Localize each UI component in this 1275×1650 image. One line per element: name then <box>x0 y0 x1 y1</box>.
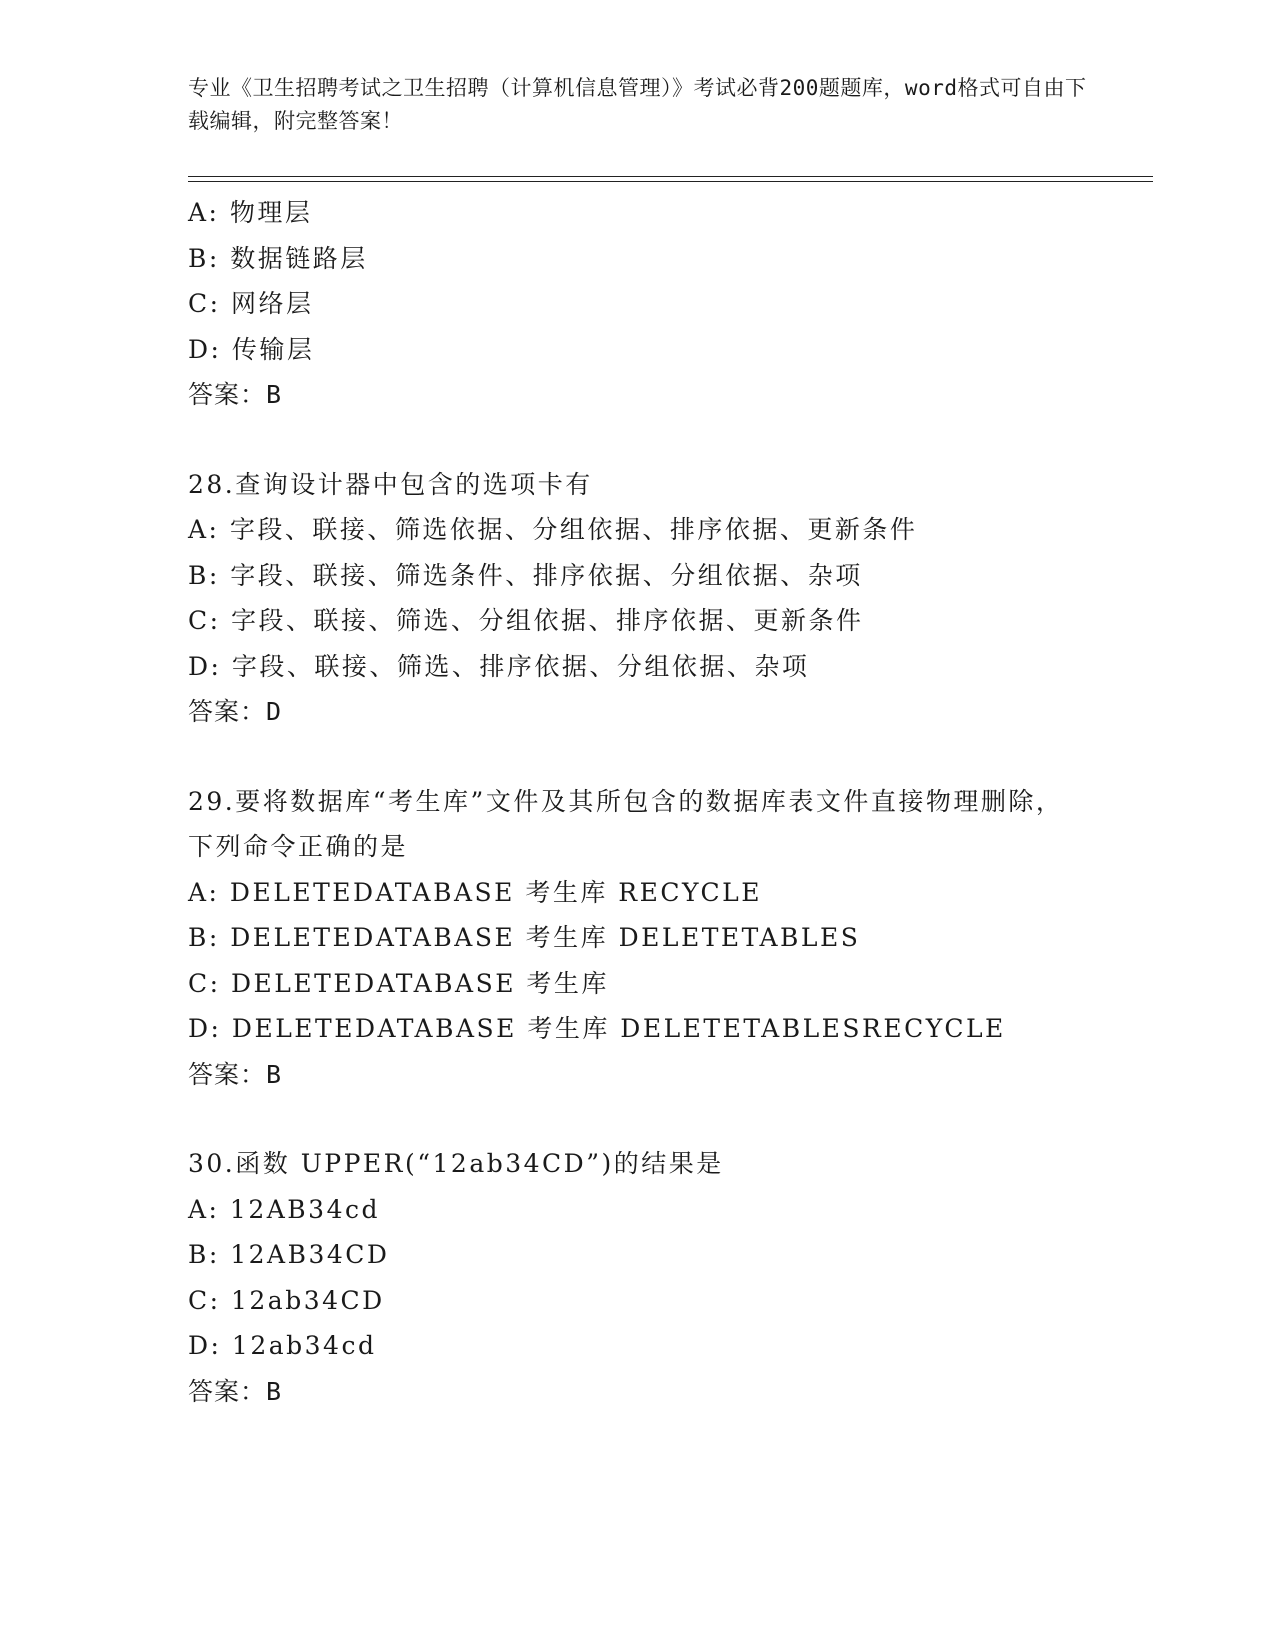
option-d: D: 传输层 <box>188 334 315 364</box>
question-text: 30.函数 UPPER(“12ab34CD”)的结果是 <box>188 1149 724 1178</box>
question-text: 28.查询设计器中包含的选项卡有 <box>188 469 593 499</box>
option-d: D: 字段、联接、筛选、排序依据、分组依据、杂项 <box>188 651 810 681</box>
option-d: D: DELETEDATABASE 考生库 DELETETABLESRECYCLE <box>188 1014 1006 1043</box>
question-block-27 <box>188 190 1088 418</box>
option-a: A: DELETEDATABASE 考生库 RECYCLE <box>188 877 763 907</box>
option-b: B: DELETEDATABASE 考生库 DELETETABLES <box>188 923 861 952</box>
question-block-30 <box>188 1141 1088 1414</box>
option-c: C: 网络层 <box>188 289 314 318</box>
option-a: A: 12AB34cd <box>188 1194 380 1224</box>
answer-line: 答案：D <box>188 697 283 726</box>
option-a: A: 字段、联接、筛选依据、分组依据、排序依据、更新条件 <box>188 515 918 544</box>
option-c: C: 字段、联接、筛选、分组依据、排序依据、更新条件 <box>188 606 864 635</box>
question-block-28 <box>188 462 1088 735</box>
header-rule-bottom <box>188 181 1153 182</box>
answer-line: 答案：B <box>188 380 283 409</box>
question-text: 29.要将数据库“考生库”文件及其所包含的数据库表文件直接物理删除，下列命令正确的是 <box>188 786 1064 861</box>
option-b: B: 数据链路层 <box>188 243 368 273</box>
block-spacer <box>188 1097 1088 1141</box>
document-header: 专业《卫生招聘考试之卫生招聘（计算机信息管理）》考试必背200题题库，word格式可自由下载编辑，附完整答案！ <box>188 76 1087 133</box>
option-c: C: 12ab34CD <box>188 1285 385 1315</box>
header-rule-top <box>188 176 1153 177</box>
option-b: B: 12AB34CD <box>188 1240 390 1269</box>
answer-line: 答案：B <box>188 1376 283 1406</box>
option-a: A: 物理层 <box>188 198 313 227</box>
block-spacer <box>188 418 1088 462</box>
question-content <box>188 190 1088 1414</box>
question-block-29 <box>188 779 1088 1098</box>
option-b: B: 字段、联接、筛选条件、排序依据、分组依据、杂项 <box>188 560 863 590</box>
block-spacer <box>188 735 1088 779</box>
answer-line: 答案：B <box>188 1059 283 1089</box>
option-d: D: 12ab34cd <box>188 1331 377 1360</box>
option-c: C: DELETEDATABASE 考生库 <box>188 968 609 998</box>
